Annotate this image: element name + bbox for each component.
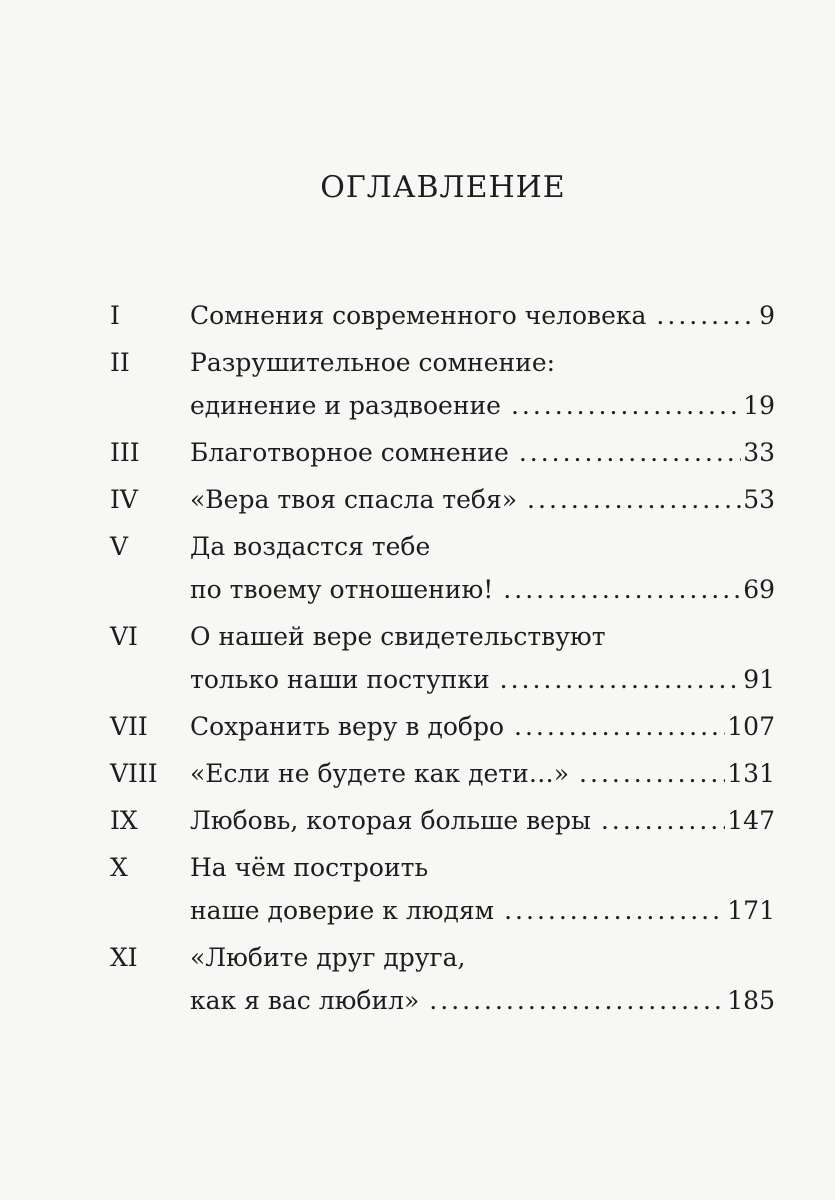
chapter-title-text: «Вера твоя спасла тебя» <box>190 485 518 514</box>
toc-entry <box>110 846 775 932</box>
toc-entry <box>110 936 775 1022</box>
chapter-title <box>190 341 775 427</box>
chapter-title <box>190 525 775 611</box>
page-number: 185 <box>727 986 775 1015</box>
chapter-title-text: по твоему отношению! <box>190 575 494 604</box>
chapter-numeral: VIII <box>110 759 158 788</box>
chapter-title <box>190 846 775 932</box>
chapter-title-text: наше доверие к людям <box>190 896 495 925</box>
toc-entry <box>110 705 775 748</box>
chapter-numeral: III <box>110 438 140 467</box>
toc-entry <box>110 341 775 427</box>
chapter-title-last-line <box>190 705 775 748</box>
chapter-title-text: Сохранить веру в добро <box>190 712 505 741</box>
page-number: 91 <box>743 665 775 694</box>
chapter-title <box>190 615 775 701</box>
chapter-numeral: IV <box>110 485 138 514</box>
chapter-title <box>190 294 775 337</box>
chapter-numeral: X <box>110 853 128 882</box>
page-title: ОГЛАВЛЕНИЕ <box>320 170 566 205</box>
dot-leader <box>579 752 725 795</box>
page-number: 33 <box>743 438 775 467</box>
chapter-title-last-line <box>190 568 775 611</box>
dot-leader <box>527 478 741 521</box>
chapter-title-text: О нашей вере свидетельствуют <box>190 622 606 651</box>
dot-leader <box>656 294 757 337</box>
page-number: 171 <box>727 896 775 925</box>
page-number: 69 <box>743 575 775 604</box>
dot-leader <box>500 658 742 701</box>
dot-leader <box>429 979 725 1022</box>
page-number: 131 <box>727 759 775 788</box>
toc-entry <box>110 525 775 611</box>
chapter-numeral: V <box>110 532 129 561</box>
toc-entry <box>110 799 775 842</box>
chapter-numeral: VI <box>110 622 138 651</box>
dot-leader <box>504 889 725 932</box>
chapter-title-last-line <box>190 658 775 701</box>
chapter-numeral: XI <box>110 943 138 972</box>
chapter-title-text: На чём построить <box>190 853 429 882</box>
chapter-title-text: «Если не будете как дети…» <box>190 759 570 788</box>
chapter-title-last-line <box>190 431 775 474</box>
toc-entry <box>110 478 775 521</box>
chapter-numeral: IX <box>110 806 138 835</box>
dot-leader <box>503 568 741 611</box>
dot-leader <box>601 799 725 842</box>
chapter-title-text: Да воздастся тебе <box>190 532 431 561</box>
chapter-title-last-line <box>190 799 775 842</box>
chapter-title <box>190 752 775 795</box>
toc-entry <box>110 615 775 701</box>
chapter-title-text: Разрушительное сомнение: <box>190 348 556 377</box>
dot-leader <box>519 431 741 474</box>
chapter-title-last-line <box>190 294 775 337</box>
table-of-contents <box>110 294 775 1026</box>
chapter-title-text: как я вас любил» <box>190 986 420 1015</box>
chapter-title-last-line <box>190 979 775 1022</box>
page-number: 9 <box>759 301 775 330</box>
toc-entry <box>110 431 775 474</box>
chapter-title-text: Сомнения современного человека <box>190 301 647 330</box>
chapter-title-text: «Любите друг друга, <box>190 943 466 972</box>
chapter-title-text: Любовь, которая больше веры <box>190 806 591 835</box>
page-number: 147 <box>727 806 775 835</box>
page-number: 107 <box>727 712 775 741</box>
page-number: 53 <box>743 485 775 514</box>
chapter-numeral: VII <box>110 712 148 741</box>
chapter-title <box>190 705 775 748</box>
toc-entry <box>110 752 775 795</box>
page-number: 19 <box>743 391 775 420</box>
chapter-title <box>190 478 775 521</box>
chapter-title-last-line <box>190 889 775 932</box>
chapter-title-text: Благотворное сомнение <box>190 438 509 467</box>
chapter-numeral: I <box>110 301 120 330</box>
chapter-title-text: только наши поступки <box>190 665 490 694</box>
chapter-title-text: единение и раздвоение <box>190 391 501 420</box>
dot-leader <box>514 705 725 748</box>
chapter-title-last-line <box>190 384 775 427</box>
chapter-title-last-line <box>190 478 775 521</box>
chapter-numeral: II <box>110 348 130 377</box>
dot-leader <box>511 384 741 427</box>
chapter-title <box>190 431 775 474</box>
toc-entry <box>110 294 775 337</box>
chapter-title <box>190 936 775 1022</box>
chapter-title-last-line <box>190 752 775 795</box>
chapter-title <box>190 799 775 842</box>
